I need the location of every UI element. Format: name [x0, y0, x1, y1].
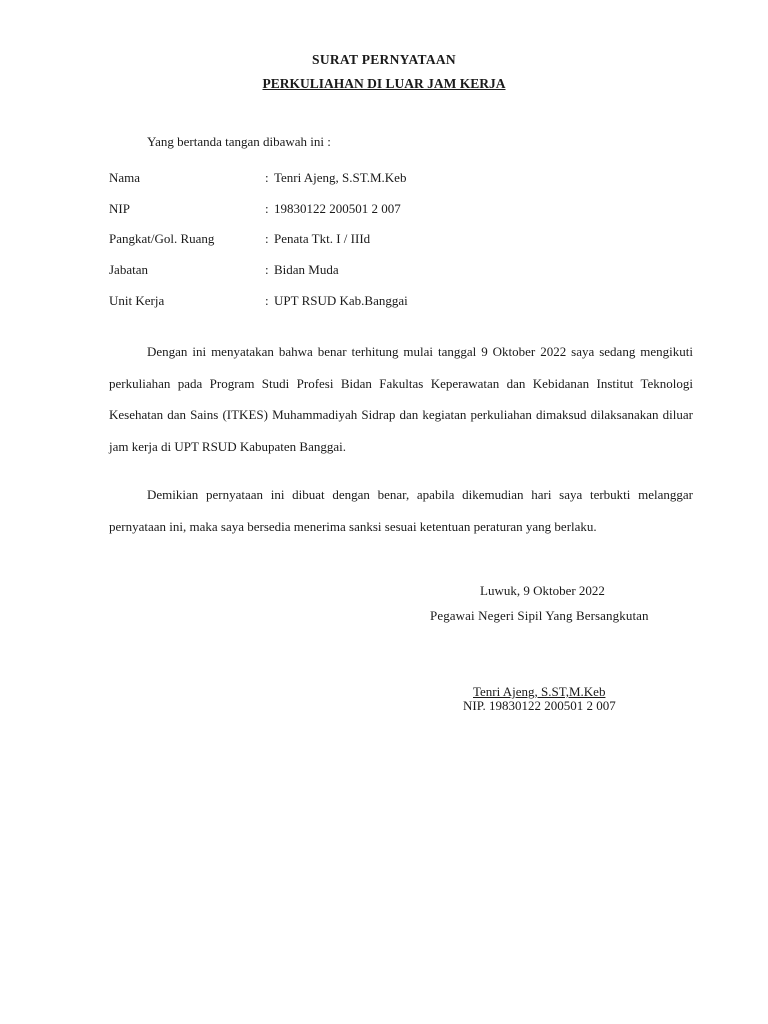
field-separator: :	[265, 231, 269, 246]
field-value: Bidan Muda	[274, 262, 339, 277]
document-subtitle: PERKULIAHAN DI LUAR JAM KERJA	[262, 76, 506, 91]
field-label: Jabatan	[109, 262, 148, 277]
signature-place-date: Luwuk, 9 Oktober 2022	[480, 583, 605, 598]
field-separator: :	[265, 170, 269, 185]
signature-name: Tenri Ajeng, S.ST,M.Keb	[473, 684, 606, 699]
field-value: UPT RSUD Kab.Banggai	[274, 293, 408, 308]
statement-paragraph: Dengan ini menyatakan bahwa benar terhitung mulai tanggal 9 Oktober 2022 saya sedang mengikuti perkuliahan pada Program Studi Profesi Bidan Fakultas Keperawatan dan Kebidanan Institut Teknologi Kesehatan dan Sains (ITKES) Muhammadiyah Sidrap dan kegiatan perkuliahan dimaksud dilaksanakan diluar jam kerja di UPT RSUD Kabupaten Banggai.	[109, 344, 693, 454]
field-separator: :	[265, 262, 269, 277]
field-value: 19830122 200501 2 007	[274, 201, 401, 216]
field-value: Tenri Ajeng, S.ST.M.Keb	[274, 170, 407, 185]
field-value: Penata Tkt. I / IIId	[274, 231, 371, 246]
intro-text: Yang bertanda tangan dibawah ini :	[147, 134, 331, 149]
closing-paragraph: Demikian pernyataan ini dibuat dengan benar, apabila dikemudian hari saya terbukti melanggar pernyataan ini, maka saya bersedia menerima sanksi sesuai ketentuan peraturan yang berlaku.	[109, 487, 693, 534]
field-label: Unit Kerja	[109, 293, 165, 308]
signature-nip: NIP. 19830122 200501 2 007	[463, 698, 616, 713]
field-separator: :	[265, 201, 269, 216]
field-separator: :	[265, 293, 269, 308]
field-label: Nama	[109, 170, 141, 185]
field-label: Pangkat/Gol. Ruang	[109, 231, 215, 246]
signature-role: Pegawai Negeri Sipil Yang Bersangkutan	[430, 608, 649, 623]
field-label: NIP	[109, 201, 130, 216]
document-title: SURAT PERNYATAAN	[312, 52, 456, 67]
